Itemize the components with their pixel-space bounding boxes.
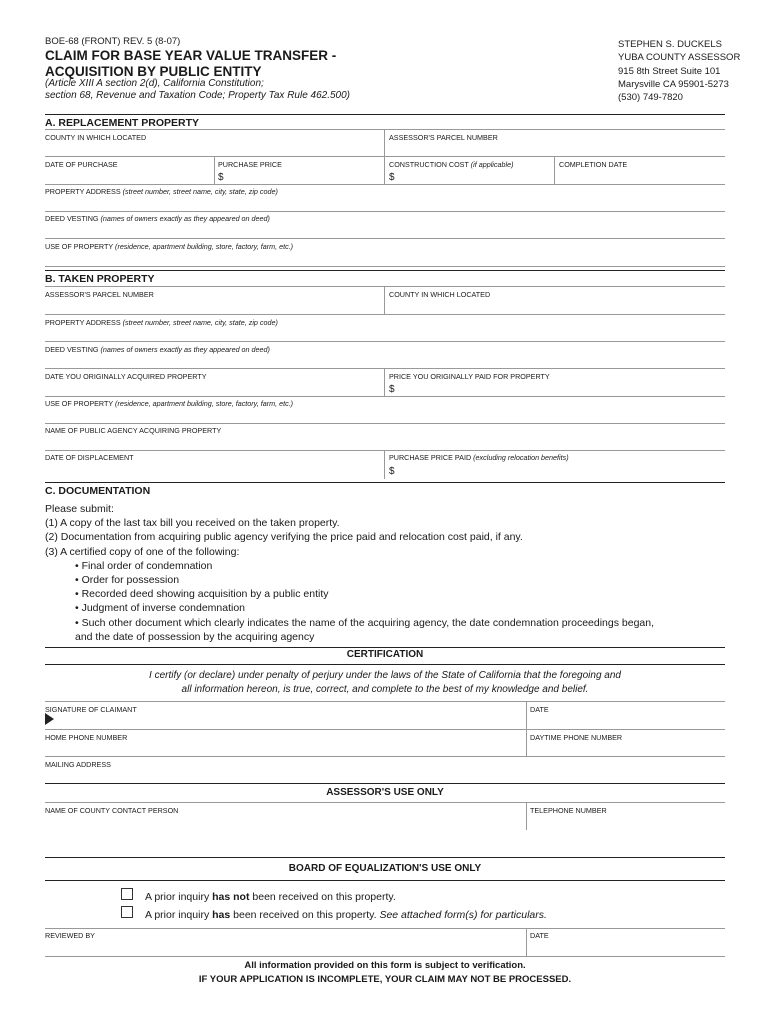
b-price-paid-dollar: $ <box>389 384 395 395</box>
subtitle-line1: (Article XIII A section 2(d), California Constitution; <box>45 78 264 89</box>
documentation-list <box>45 502 725 644</box>
a-construction-cost-dollar: $ <box>389 172 395 183</box>
b-displacement-field[interactable] <box>45 462 384 479</box>
b-parcel-label: ASSESSOR'S PARCEL NUMBER <box>45 290 154 299</box>
divider <box>45 880 725 881</box>
b-acquired-field[interactable] <box>45 380 384 396</box>
divider <box>45 184 725 185</box>
doc-item-3: (3) A certified copy of one of the following: <box>45 545 240 558</box>
divider <box>45 701 725 702</box>
a-construction-cost-label: CONSTRUCTION COST (if applicable) <box>389 160 514 169</box>
section-b-heading: B. TAKEN PROPERTY <box>45 270 725 285</box>
b-address-field[interactable] <box>45 327 725 341</box>
divider <box>45 368 725 369</box>
subtitle-line2: section 68, Revenue and Taxation Code; Property Tax Rule 462.500) <box>45 90 351 101</box>
signature-date-label: DATE <box>530 705 549 714</box>
b-agency-field[interactable] <box>45 435 725 450</box>
reviewed-by-field[interactable] <box>45 940 525 956</box>
a-deed-field[interactable] <box>45 223 725 238</box>
a-use-label: USE OF PROPERTY (residence, apartment building, store, factory, farm, etc.) <box>45 242 294 251</box>
b-purchase-paid-field[interactable] <box>399 462 725 479</box>
certification-text <box>45 669 725 696</box>
divider <box>45 802 725 803</box>
a-purchase-price-dollar: $ <box>218 172 224 183</box>
a-parcel-field[interactable] <box>385 141 725 156</box>
doc-item-2: (2) Documentation from acquiring public agency verifying the price paid and relocation cost paid, if any. <box>45 531 523 544</box>
reviewed-by-label: REVIEWED BY <box>45 931 95 940</box>
county-contact-label: NAME OF COUNTY CONTACT PERSON <box>45 806 179 815</box>
b-county-label: COUNTY IN WHICH LOCATED <box>389 290 491 299</box>
divider <box>45 783 725 784</box>
doc-intro: Please submit: <box>45 503 114 515</box>
a-construction-cost-field[interactable] <box>399 168 553 184</box>
divider <box>45 857 725 858</box>
divider <box>45 423 725 424</box>
divider <box>45 266 725 267</box>
divider <box>45 928 725 929</box>
assessor-name: STEPHEN S. DUCKELS <box>618 39 722 50</box>
mailing-address-label: MAILING ADDRESS <box>45 760 111 769</box>
assessor-office: YUBA COUNTY ASSESSOR <box>618 52 741 64</box>
section-c-heading: C. DOCUMENTATION <box>45 482 725 497</box>
divider <box>45 756 725 757</box>
prior-inquiry-received-text: A prior inquiry has been received on this property. See attached form(s) for particulars. <box>145 909 547 921</box>
divider <box>45 156 725 157</box>
divider <box>45 286 725 287</box>
a-purchase-price-label: PURCHASE PRICE <box>218 160 282 169</box>
form-title-line2: ACQUISITION BY PUBLIC ENTITY <box>45 64 262 79</box>
doc-item-1: (1) A copy of the last tax bill you received on the taken property. <box>45 517 340 530</box>
daytime-phone-field[interactable] <box>527 741 725 756</box>
home-phone-label: HOME PHONE NUMBER <box>45 733 128 742</box>
assessor-street: 915 8th Street Suite 101 <box>618 65 721 77</box>
b-use-label: USE OF PROPERTY (residence, apartment building, store, factory, farm, etc.) <box>45 399 294 408</box>
b-use-field[interactable] <box>45 408 725 423</box>
b-address-label: PROPERTY ADDRESS (street number, street name, city, state, zip code) <box>45 318 278 327</box>
b-acquired-label: DATE YOU ORIGINALLY ACQUIRED PROPERTY <box>45 372 207 381</box>
section-a-heading: A. REPLACEMENT PROPERTY <box>45 114 725 129</box>
a-completion-date-label: COMPLETION DATE <box>559 160 628 169</box>
form-code: BOE-68 (FRONT) REV. 5 (8-07) <box>45 36 181 47</box>
reviewed-date-label: DATE <box>530 931 549 940</box>
b-purchase-paid-dollar: $ <box>389 466 395 477</box>
b-displacement-label: DATE OF DISPLACEMENT <box>45 453 134 462</box>
a-completion-date-field[interactable] <box>555 168 725 184</box>
doc-bullet: • Order for possession <box>75 574 180 587</box>
divider <box>384 450 385 479</box>
reviewed-date-field[interactable] <box>527 940 725 956</box>
a-use-field[interactable] <box>45 251 725 266</box>
cert-line-2: all information hereon, is true, correct, and complete to the best of my knowledge and belief. <box>181 683 589 695</box>
prior-inquiry-not-received-checkbox[interactable] <box>121 888 133 900</box>
daytime-phone-label: DAYTIME PHONE NUMBER <box>530 733 623 742</box>
telephone-field[interactable] <box>527 814 725 830</box>
b-agency-label: NAME OF PUBLIC AGENCY ACQUIRING PROPERTY <box>45 426 222 435</box>
a-parcel-label: ASSESSOR'S PARCEL NUMBER <box>389 133 498 142</box>
assessor-address-block <box>618 38 758 104</box>
doc-bullet: • Final order of condemnation <box>75 559 213 572</box>
assessor-use-heading: ASSESSOR'S USE ONLY <box>326 787 444 798</box>
divider <box>45 956 725 957</box>
a-deed-label: DEED VESTING (names of owners exactly as they appeared on deed) <box>45 214 270 223</box>
home-phone-field[interactable] <box>45 741 525 756</box>
doc-bullet: • Such other document which clearly indicates the name of the acquiring agency, the date condemnation proceedings began, <box>75 616 655 629</box>
divider <box>45 450 725 451</box>
doc-bullet: • Recorded deed showing acquisition by a public entity <box>75 588 329 601</box>
a-address-label: PROPERTY ADDRESS (street number, street name, city, state, zip code) <box>45 187 278 196</box>
form-title <box>45 48 385 80</box>
signature-label: SIGNATURE OF CLAIMANT <box>45 705 137 714</box>
b-price-paid-field[interactable] <box>399 380 725 396</box>
divider <box>45 341 725 342</box>
assessor-city: Marysville CA 95901-5273 <box>618 78 729 90</box>
signature-date-field[interactable] <box>527 713 725 729</box>
a-county-field[interactable] <box>45 141 384 156</box>
a-address-field[interactable] <box>45 196 725 211</box>
mailing-address-field[interactable] <box>45 768 725 782</box>
signature-arrow-icon <box>45 713 54 725</box>
certification-heading: CERTIFICATION <box>346 649 424 660</box>
cert-line-1: I certify (or declare) under penalty of perjury under the laws of the State of California that the foregoing and <box>149 670 621 681</box>
a-date-purchase-field[interactable] <box>45 168 213 184</box>
signature-field[interactable] <box>58 713 525 729</box>
prior-inquiry-not-received-text: A prior inquiry has not been received on this property. <box>145 891 396 903</box>
divider <box>214 156 215 184</box>
b-county-field[interactable] <box>385 298 725 314</box>
a-date-purchase-label: DATE OF PURCHASE <box>45 160 118 169</box>
doc-bullet: • Judgment of inverse condemnation <box>75 602 246 615</box>
form-subtitle <box>45 78 405 102</box>
b-deed-label: DEED VESTING (names of owners exactly as they appeared on deed) <box>45 345 270 354</box>
divider <box>45 129 725 130</box>
divider <box>384 368 385 396</box>
b-price-paid-label: PRICE YOU ORIGINALLY PAID FOR PROPERTY <box>389 372 550 381</box>
b-deed-field[interactable] <box>45 354 725 368</box>
b-parcel-field[interactable] <box>45 298 384 314</box>
telephone-label: TELEPHONE NUMBER <box>530 806 607 815</box>
county-contact-field[interactable] <box>45 814 525 830</box>
doc-bullet-continued: and the date of possession by the acquiring agency <box>75 630 315 643</box>
a-county-label: COUNTY IN WHICH LOCATED <box>45 133 147 142</box>
prior-inquiry-received-checkbox[interactable] <box>121 906 133 918</box>
divider <box>45 314 725 315</box>
divider <box>45 664 725 665</box>
divider <box>45 729 725 730</box>
divider <box>384 156 385 184</box>
assessor-phone: (530) 749-7820 <box>618 92 683 104</box>
divider <box>45 238 725 239</box>
footer-incomplete-warning: IF YOUR APPLICATION IS INCOMPLETE, YOUR CLAIM MAY NOT BE PROCESSED. <box>198 974 572 985</box>
footer-verification-note: All information provided on this form is subject to verification. <box>244 960 526 971</box>
form-title-line1: CLAIM FOR BASE YEAR VALUE TRANSFER - <box>45 48 337 63</box>
divider <box>45 396 725 397</box>
b-purchase-paid-label: PURCHASE PRICE PAID (excluding relocation benefits) <box>389 453 569 462</box>
divider <box>45 211 725 212</box>
divider <box>45 647 725 648</box>
boe-use-heading: BOARD OF EQUALIZATION'S USE ONLY <box>288 863 482 874</box>
a-purchase-price-field[interactable] <box>228 168 383 184</box>
